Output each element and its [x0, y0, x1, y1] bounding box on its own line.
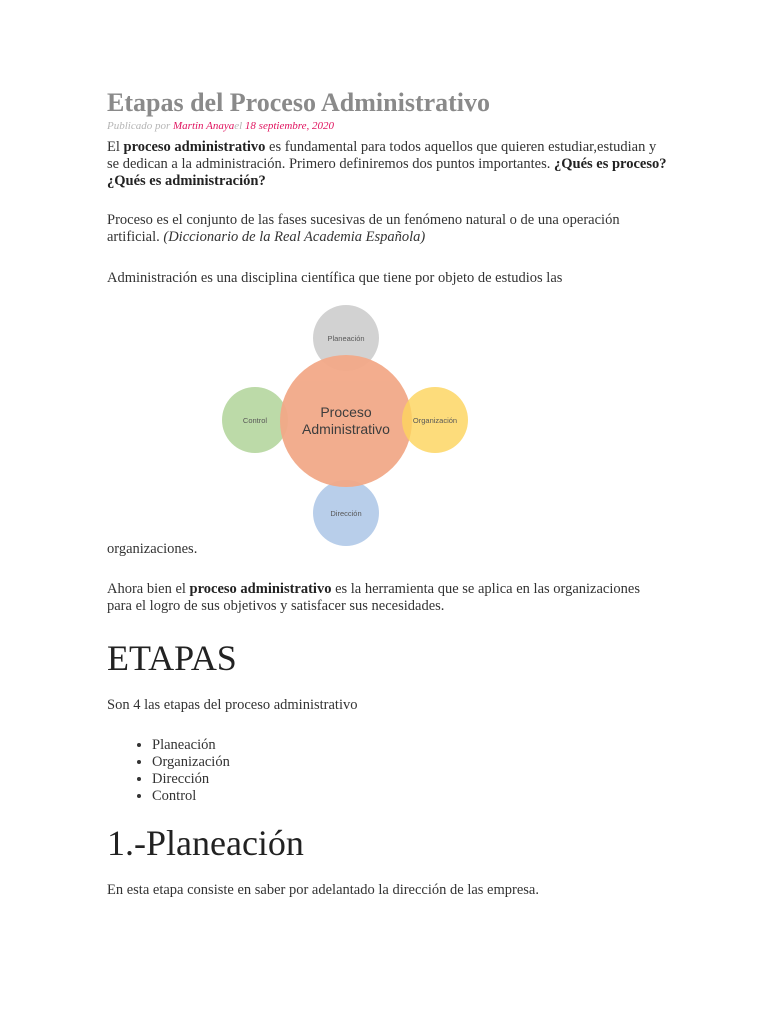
diagram-organizacion-label: Organización — [412, 415, 458, 425]
diagram-organizacion — [402, 387, 468, 453]
planeacion-heading: 1.-Planeación — [107, 823, 304, 863]
diagram-planeacion-label: Planeación — [327, 333, 365, 343]
intro-bold-1: proceso administrativo — [123, 139, 266, 155]
article-meta — [107, 120, 334, 132]
proceso-definition — [107, 212, 667, 246]
proceso-def-text: Proceso es el conjunto de las fases sucesivas de un fenómeno natural o de una operación artificial. — [107, 212, 620, 245]
el-label: el — [234, 120, 245, 132]
published-by-label: Publicado por — [107, 120, 173, 132]
ahora-bold: proceso administrativo — [189, 581, 332, 597]
planeacion-text: En esta etapa consiste en saber por adelantado la dirección de las empresa. — [107, 882, 539, 898]
etapas-list — [107, 737, 230, 805]
list-item: • Planeación — [152, 737, 230, 754]
diagram-center — [280, 355, 412, 487]
date-link[interactable]: 18 septiembre, 2020 — [244, 120, 335, 132]
diagram-direccion-label: Dirección — [330, 508, 362, 518]
ahora-paragraph — [107, 581, 667, 615]
ahora-text-1: Ahora bien el — [107, 581, 190, 597]
diagram-control-label: Control — [242, 415, 268, 425]
author-link[interactable]: Martin Anaya — [173, 120, 235, 132]
diagram-direccion — [313, 480, 379, 546]
proceso-def-source: (Diccionario de la Real Academia Española) — [163, 229, 426, 245]
ahora-text-2: es la herramienta que se aplica en las organizaciones para el logro de sus objetivos y satisfacer sus necesidades. — [107, 581, 640, 614]
intro-text-2: es fundamental para todos aquellos que quieren estudiar,estudian y se dedican a la administración. Primero definiremos dos puntos importantes. — [107, 139, 657, 172]
etapas-intro: Son 4 las etapas del proceso administrativo — [107, 697, 358, 713]
etapas-heading: ETAPAS — [107, 638, 237, 678]
intro-text-1: El — [107, 139, 124, 155]
list-item: • Organización — [152, 754, 230, 771]
list-item: • Dirección — [152, 771, 230, 788]
process-diagram — [222, 305, 482, 550]
article-title: Etapas del Proceso Administrativo — [107, 88, 491, 117]
admin-definition-end: organizaciones. — [107, 541, 198, 557]
intro-paragraph — [107, 139, 667, 190]
diagram-control — [222, 387, 288, 453]
intro-bold-2: ¿Qués es proceso? ¿Qués es administración? — [107, 156, 667, 189]
list-item: • Control — [152, 788, 230, 805]
diagram-center-label: Proceso Administrativo — [302, 404, 390, 437]
admin-definition-start: Administración es una disciplina científica que tiene por objeto de estudios las — [107, 270, 563, 286]
